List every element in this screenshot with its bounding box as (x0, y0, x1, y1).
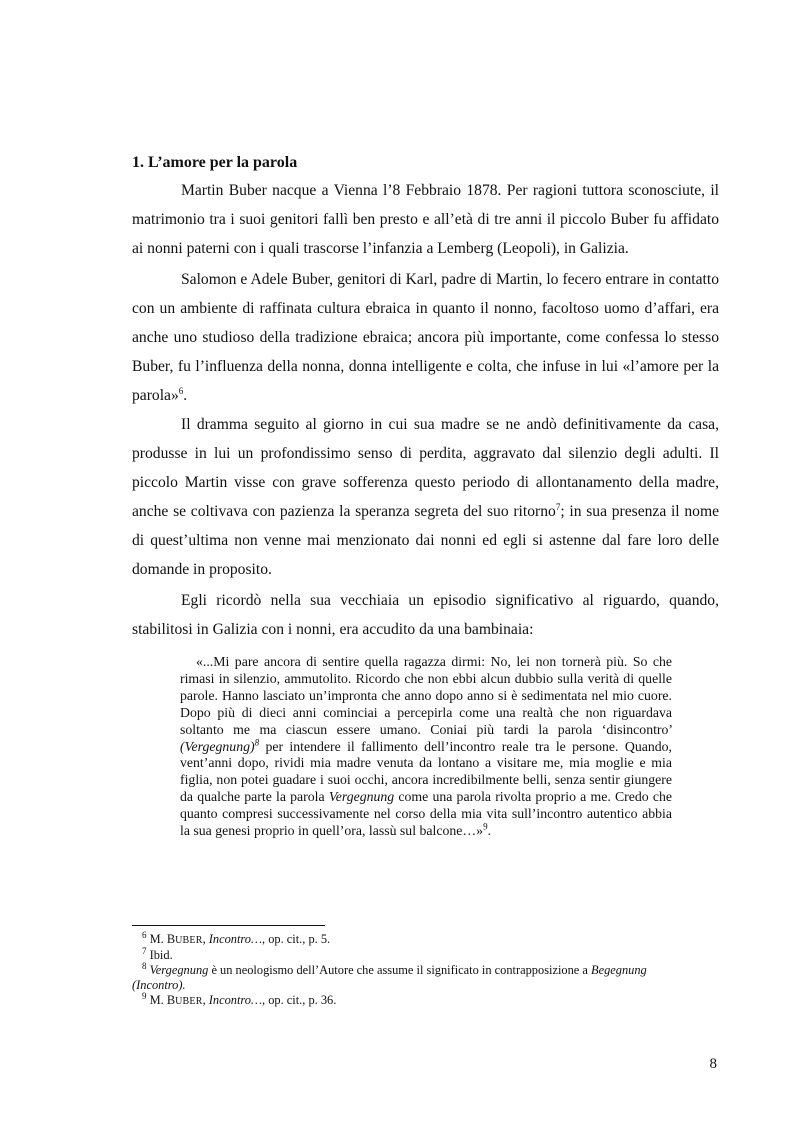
footnote-9-author-b: UBER (175, 996, 203, 1007)
paragraph-1 (132, 176, 719, 263)
footnote-ref-8[interactable]: 8 (254, 736, 260, 747)
paragraph-3-text-b: ; in sua presenza il nome di quest’ultima non venne mai menzionato dai nonni ed egli si astenne dal fare loro delle domande in proposito. (132, 503, 719, 578)
footnote-6-author-b: UBER (175, 935, 203, 946)
paragraph-3-text-a: Il dramma seguito al giorno in cui sua madre se ne andò definitivamente da casa, produsse in lui un profondissimo senso di perdita, aggravato dal silenzio degli adulti. Il piccolo Martin visse con grave sofferenza questo periodo di allontanamento della madre, anche se coltivava con pazienza la speranza segreta del suo ritorno (132, 416, 719, 520)
footnote-8-term-2: Begegnung (591, 963, 647, 977)
paragraph-4-text: Egli ricordò nella sua vecchiaia un episodio significativo al riguardo, quando, stabilitosi in Galizia con i nonni, era accudito da una bambinaia: (132, 592, 719, 638)
footnote-8-continued (132, 978, 719, 993)
page-number: 8 (709, 1056, 717, 1072)
paragraph-1-text: Martin Buber nacque a Vienna l’8 Febbraio 1878. Per ragioni tuttora sconosciute, il matrimonio tra i suoi genitori fallì ben presto e all’età di tre anni il piccolo Buber fu affidato ai nonni paterni con i quali trascorse l’infanzia a Lemberg (Leopoli), in Galizia. (132, 182, 719, 257)
footnote-ref-6[interactable]: 6 (178, 385, 184, 396)
footnote-7 (132, 945, 719, 963)
quote-term-vergegnung: (Vergegnung) (180, 738, 255, 754)
paragraph-2 (132, 265, 719, 410)
footnotes (132, 929, 719, 1009)
footnote-6-number: 6 (142, 929, 147, 940)
footnote-9-title: Incontro… (208, 993, 263, 1007)
footnote-6: $^6$ M. BUBER, Incontro…, op. cit., p. 5. (142, 929, 331, 946)
footnote-8-number: 8 (142, 960, 147, 971)
quote-part-2: per intendere il fallimento dell’incontro reale tra le persone. Quando, vent’anni dopo, rividi mia madre venuta da lontano a visitare me, mia moglie e mia figlia, non potei guadare i suoi occhi, ancora incredibilmente belli, senza sentir giungere da qualche parte la parola (180, 738, 672, 805)
paragraph-2-text: Salomon e Adele Buber, genitori di Karl, padre di Martin, lo fecero entrare in contatto con un ambiente di raffinata cultura ebraica in quanto il nonno, facoltoso uomo d’affari, era anche uno studioso della tradizione ebraica; ancora più importante, come confessa lo stesso Buber, fu l’influenza della nonna, donna intelligente e colta, che infuse in lui «l’amore per la parola» (132, 271, 719, 404)
footnote-8-term: Vergegnung (149, 963, 209, 977)
block-quote (180, 654, 672, 840)
footnote-9: $^9$ M. BUBER, Incontro…, op. cit., p. 36. (142, 990, 337, 1007)
footnote-ref-9[interactable]: 9 (483, 821, 488, 832)
footnote-6-title: Incontro… (208, 932, 263, 946)
footnote-9-number: 9 (142, 990, 147, 1001)
footnote-ref-7[interactable]: 7 (555, 501, 561, 512)
footnote-8 (132, 960, 719, 978)
footnote-7-text: Ibid. (149, 948, 173, 962)
quote-part-1: «...Mi pare ancora di sentire quella ragazza dirmi: No, lei non tornerà più. So che rimasi in silenzio, ammutolito. Ricordo che non ebbi alcun dubbio sulla verità di quelle parole. Hanno lasciato un’impronta che anno dopo anno si è sedimentata nel mio cuore. Dopo più di dieci anni cominciai a percepirla come una realtà che non riguardava soltanto me ma ciascun essere umano. Coniai più tardi la parola ‘disincontro’ (180, 654, 672, 737)
quote-term-vergegnung-2: Vergegnung (328, 789, 395, 805)
footnote-divider (132, 925, 325, 926)
section-heading: 1. L’amore per la parola (132, 154, 298, 171)
paragraph-3 (132, 410, 719, 584)
quote-end: . (487, 823, 492, 839)
paragraph-4 (132, 586, 719, 644)
footnote-9-author-a: M. B (149, 993, 176, 1007)
footnote-9-rest: , op. cit., p. 36. (262, 993, 337, 1007)
footnote-7-number: 7 (142, 945, 147, 956)
footnote-8-text: è un neologismo dell’Autore che assume il significato in contrapposizione a (211, 963, 588, 977)
footnote-6-rest: , op. cit., p. 5. (262, 932, 331, 946)
footnote-8-term-3: (Incontro). (132, 978, 186, 992)
footnote-6-author-a: M. B (149, 932, 176, 946)
paragraph-2-end: . (183, 387, 188, 404)
quote-part-3: come una parola rivolta proprio a me. Credo che quanto compresi successivamente nel corso della mia vita sull’incontro autentico abbia la sua genesi proprio in quell’ora, lassù sul balcone…» (180, 789, 672, 839)
